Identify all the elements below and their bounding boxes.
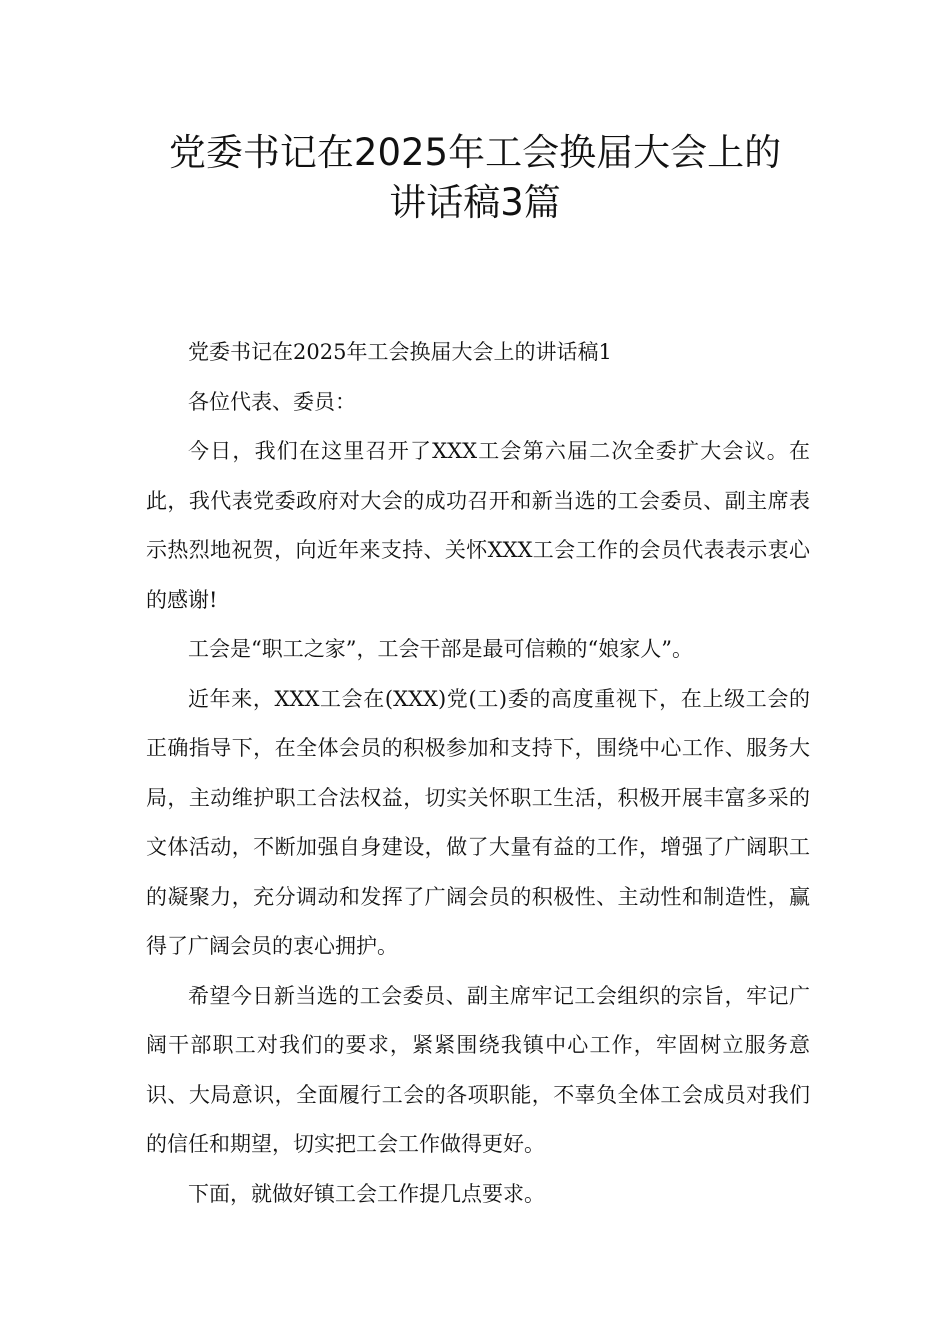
paragraph: 工会是“职工之家”，工会干部是最可信赖的“娘家人”。 bbox=[188, 637, 693, 661]
title-line-1: 党委书记在2025年工会换届大会上的 bbox=[168, 131, 782, 174]
salutation: 各位代表、委员： bbox=[188, 389, 356, 414]
paragraph: 今日，我们在这里召开了XXX工会第六届二次全委扩大会议。在此，我代表党委政府对大会的成功召开和新当选的工会委员、副主席表示热烈地祝贺，向近年来支持、关怀XXX工会工作的会员代表表示衷心的感谢! bbox=[146, 439, 810, 612]
paragraph: 下面，就做好镇工会工作提几点要求。 bbox=[188, 1181, 545, 1206]
document-title bbox=[120, 128, 830, 228]
paragraph: 希望今日新当选的工会委员、副主席牢记工会组织的宗旨，牢记广阔干部职工对我们的要求，紧紧围绕我镇中心工作，牢固树立服务意识、大局意识，全面履行工会的各项职能，不辜负全体工会成员对我们的信任和期望，切实把工会工作做得更好。 bbox=[146, 983, 810, 1156]
title-line-2: 讲话稿3篇 bbox=[389, 181, 561, 224]
document-body bbox=[146, 328, 810, 1219]
paragraph: 近年来，XXX工会在(XXX)党(工)委的高度重视下，在上级工会的正确指导下，在全体会员的积极参加和支持下，围绕中心工作、服务大局，主动维护职工合法权益，切实关怀职工生活，积极开展丰富多采的文体活动，不断加强自身建设，做了大量有益的工作，增强了广阔职工的凝聚力，充分调动和发挥了广阔会员的积极性、主动性和制造性，赢得了广阔会员的衷心拥护。 bbox=[146, 686, 810, 958]
speech-heading: 党委书记在2025年工会换届大会上的讲话稿1 bbox=[188, 340, 612, 364]
